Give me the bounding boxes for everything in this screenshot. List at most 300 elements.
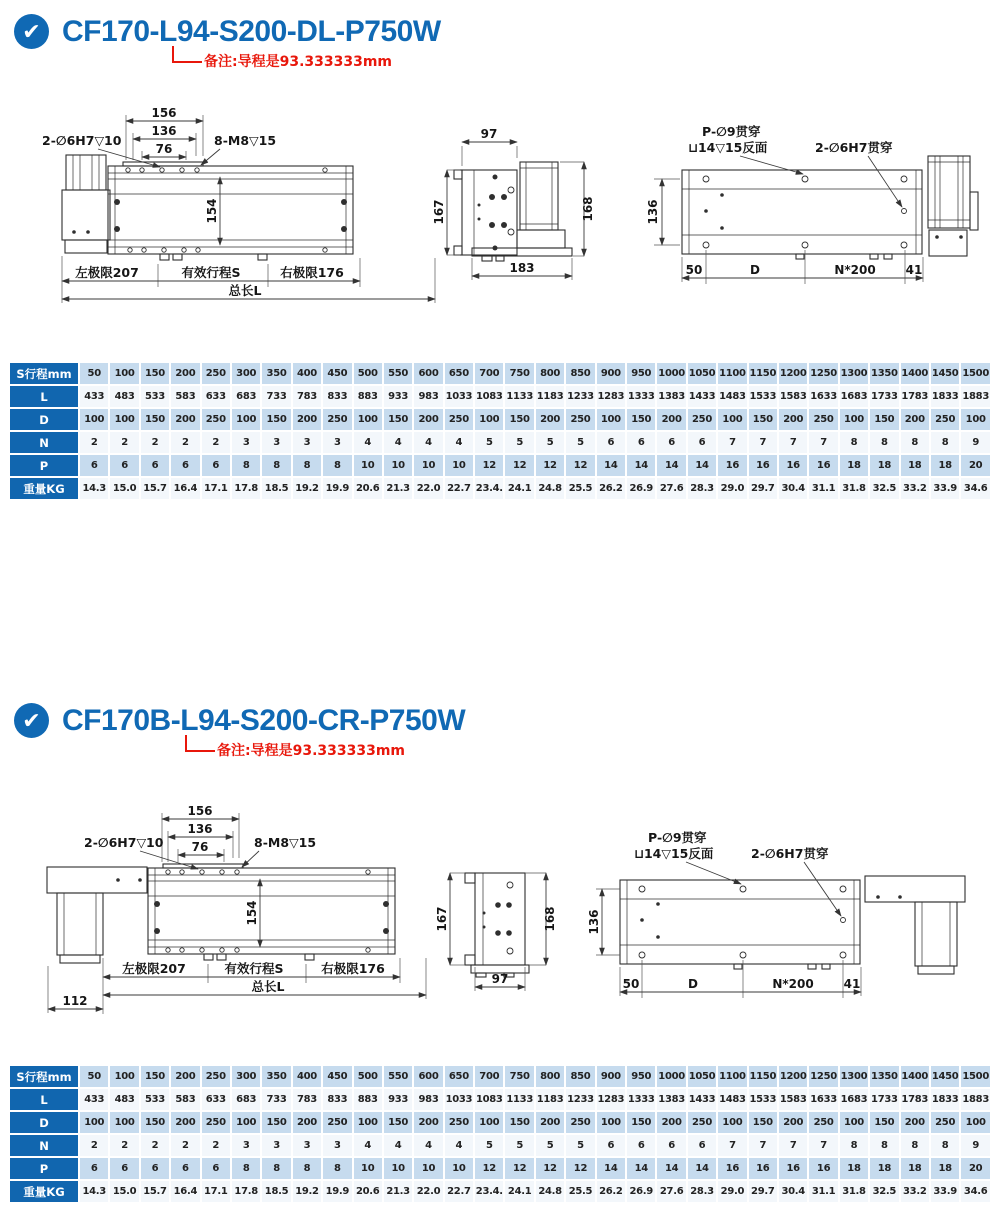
table-cell: 18: [840, 455, 868, 476]
table-cell: 250: [688, 409, 716, 430]
table-cell: 20: [961, 1158, 990, 1179]
table-cell: 450: [323, 1066, 351, 1087]
table-cell: 21.3: [384, 1181, 412, 1202]
table-cell: 33.2: [901, 1181, 929, 1202]
table-cell: 7: [779, 432, 807, 453]
dim-97: 97: [491, 972, 509, 986]
table-row: [10, 1181, 990, 1202]
table-cell: 6: [171, 1158, 199, 1179]
table-cell: 31.8: [840, 1181, 868, 1202]
table-cell: 150: [384, 409, 412, 430]
table-cell: 3: [293, 1135, 321, 1156]
dim-167: 167: [432, 199, 446, 225]
table-cell: 8: [262, 455, 290, 476]
dim-n200: N*200: [834, 263, 876, 277]
table-cell: 1083: [475, 1089, 503, 1110]
table-cell: 4: [354, 432, 382, 453]
table-cell: 6: [627, 1135, 655, 1156]
table-cell: 18: [870, 455, 898, 476]
table-cell: 24.1: [505, 478, 533, 499]
table-cell: 14.3: [80, 478, 108, 499]
table-cell: 6: [202, 1158, 230, 1179]
table-cell: 1350: [870, 1066, 898, 1087]
table-cell: 750: [505, 363, 533, 384]
table-cell: 1250: [809, 1066, 837, 1087]
table-cell: 250: [809, 409, 837, 430]
table-cell: 200: [536, 1112, 564, 1133]
table-cell: 2: [171, 1135, 199, 1156]
table-cell: 6: [688, 1135, 716, 1156]
table-cell: 1183: [536, 1089, 564, 1110]
table-cell: 1400: [901, 363, 929, 384]
table-cell: 1450: [931, 363, 959, 384]
table-cell: 200: [414, 1112, 442, 1133]
table-cell: 1383: [657, 1089, 685, 1110]
motor-block: [928, 156, 978, 256]
table-cell: 28.3: [688, 478, 716, 499]
table-cell: 1050: [688, 363, 716, 384]
table-cell: 22.7: [445, 478, 473, 499]
table-cell: 2: [171, 432, 199, 453]
table-cell: 2: [110, 1135, 138, 1156]
table-cell: 950: [627, 1066, 655, 1087]
table-cell: 533: [141, 1089, 169, 1110]
dim-136: 136: [587, 909, 601, 935]
table-cell: 550: [384, 363, 412, 384]
table-cell: 32.5: [870, 1181, 898, 1202]
table-cell: 1233: [566, 1089, 594, 1110]
table-cell: 100: [110, 363, 138, 384]
table-cell: 100: [80, 1112, 108, 1133]
table-cell: 1683: [840, 386, 868, 407]
note-leader-line: [172, 46, 202, 63]
table-row: [10, 432, 990, 453]
table-cell: 14: [688, 1158, 716, 1179]
table-cell: 783: [293, 386, 321, 407]
table-cell: 33.9: [931, 1181, 959, 1202]
table-cell: 8: [323, 1158, 351, 1179]
table-cell: 8: [262, 1158, 290, 1179]
table-cell: 27.6: [657, 1181, 685, 1202]
table-cell: 5: [505, 432, 533, 453]
table-cell: 100: [718, 1112, 746, 1133]
motor-block: [47, 867, 147, 963]
table-cell: 1833: [931, 1089, 959, 1110]
table-cell: 1200: [779, 363, 807, 384]
table-cell: 150: [141, 1066, 169, 1087]
dim-136: 136: [646, 199, 660, 225]
row-header: P: [10, 1158, 78, 1179]
dim-D: D: [688, 977, 698, 991]
table-cell: 20: [961, 455, 990, 476]
table-cell: 7: [809, 1135, 837, 1156]
dim-total-length: 总长L: [228, 283, 262, 298]
table-cell: 583: [171, 1089, 199, 1110]
table-cell: 33.9: [931, 478, 959, 499]
dim-156: 156: [187, 804, 213, 818]
label-6h7-holes: 2-∅6H7贯穿: [751, 846, 829, 861]
dim-136: 136: [151, 124, 177, 138]
table-cell: 18: [931, 1158, 959, 1179]
table-cell: 200: [779, 1112, 807, 1133]
table-cell: 5: [536, 432, 564, 453]
table-cell: 5: [566, 432, 594, 453]
table-cell: 100: [232, 1112, 260, 1133]
table-cell: 300: [232, 1066, 260, 1087]
table-cell: 100: [232, 409, 260, 430]
label-counterbore: ⊔14▽15反面: [634, 846, 714, 861]
row-header: L: [10, 386, 78, 407]
table-cell: 14: [657, 455, 685, 476]
table-cell: 1433: [688, 1089, 716, 1110]
table-cell: 1883: [961, 1089, 990, 1110]
table-cell: 100: [597, 409, 625, 430]
table-cell: 150: [141, 1112, 169, 1133]
table-cell: 22.0: [414, 1181, 442, 1202]
table-row: [10, 478, 990, 499]
table-cell: 4: [414, 1135, 442, 1156]
table-cell: 5: [536, 1135, 564, 1156]
rail-body: [620, 880, 860, 969]
table-cell: 100: [110, 1066, 138, 1087]
table-cell: 4: [384, 432, 412, 453]
table-cell: 1500: [961, 1066, 990, 1087]
dim-n200: N*200: [772, 977, 814, 991]
table-cell: 4: [414, 432, 442, 453]
table-cell: 16.4: [171, 478, 199, 499]
dimensions: [587, 830, 861, 998]
table-cell: 1633: [809, 386, 837, 407]
table-cell: 6: [80, 1158, 108, 1179]
row-header: S行程mm: [10, 1066, 78, 1087]
table-cell: 150: [262, 1112, 290, 1133]
table-cell: 19.2: [293, 1181, 321, 1202]
table-cell: 1033: [445, 1089, 473, 1110]
table-cell: 26.2: [597, 478, 625, 499]
table-cell: 1283: [597, 1089, 625, 1110]
table-cell: 1383: [657, 386, 685, 407]
table-cell: 100: [354, 409, 382, 430]
table-cell: 733: [262, 1089, 290, 1110]
label-6h7-holes: 2-∅6H7贯穿: [815, 140, 893, 155]
table-cell: 17.8: [232, 478, 260, 499]
table-row: [10, 363, 990, 384]
table-cell: 1450: [931, 1066, 959, 1087]
table-cell: 1200: [779, 1066, 807, 1087]
table-cell: 5: [505, 1135, 533, 1156]
table-cell: 16: [779, 455, 807, 476]
table-cell: 100: [475, 1112, 503, 1133]
table-cell: 17.1: [202, 478, 230, 499]
table-cell: 16: [809, 455, 837, 476]
table-cell: 1733: [870, 1089, 898, 1110]
table-cell: 7: [749, 432, 777, 453]
table-cell: 19.9: [323, 1181, 351, 1202]
table-cell: 1333: [627, 1089, 655, 1110]
table-cell: 483: [110, 386, 138, 407]
table-cell: 1150: [749, 1066, 777, 1087]
table-cell: 22.0: [414, 478, 442, 499]
table-cell: 14: [657, 1158, 685, 1179]
motor-block: [865, 876, 965, 974]
table-cell: 16: [779, 1158, 807, 1179]
table-cell: 15.0: [110, 1181, 138, 1202]
table-cell: 3: [262, 432, 290, 453]
table-cell: 583: [171, 386, 199, 407]
table-cell: 100: [475, 409, 503, 430]
dim-D: D: [750, 263, 760, 277]
table-cell: 15.7: [141, 478, 169, 499]
section2-header: [14, 703, 465, 738]
table-cell: 100: [597, 1112, 625, 1133]
table-cell: 2: [202, 432, 230, 453]
table-cell: 150: [870, 1112, 898, 1133]
table-cell: 200: [414, 409, 442, 430]
table-cell: 6: [627, 432, 655, 453]
table-cell: 6: [80, 455, 108, 476]
table-cell: 150: [262, 409, 290, 430]
table-cell: 1133: [505, 1089, 533, 1110]
table-cell: 5: [475, 432, 503, 453]
table-cell: 8: [840, 432, 868, 453]
table-cell: 16: [718, 1158, 746, 1179]
dim-154: 154: [205, 198, 219, 224]
table-cell: 14: [597, 455, 625, 476]
table-cell: 16: [749, 1158, 777, 1179]
table-cell: 1050: [688, 1066, 716, 1087]
table-cell: 850: [566, 1066, 594, 1087]
table-cell: 400: [293, 1066, 321, 1087]
table-cell: 1533: [749, 1089, 777, 1110]
table-cell: 783: [293, 1089, 321, 1110]
table-cell: 25.5: [566, 1181, 594, 1202]
table-cell: 1150: [749, 363, 777, 384]
rail-body: [148, 864, 395, 960]
label-p9-holes: P-∅9贯穿: [648, 830, 707, 845]
table-cell: 500: [354, 1066, 382, 1087]
table-cell: 150: [141, 363, 169, 384]
table-cell: 1283: [597, 386, 625, 407]
table-cell: 100: [961, 409, 990, 430]
table-cell: 683: [232, 1089, 260, 1110]
table-cell: 12: [505, 455, 533, 476]
table-row: [10, 455, 990, 476]
check-circle-icon: ✔: [14, 703, 49, 738]
profile-body: [454, 170, 517, 255]
row-header: 重量KG: [10, 1181, 78, 1202]
table-cell: 1033: [445, 386, 473, 407]
table-cell: 8: [293, 1158, 321, 1179]
table-cell: 250: [931, 409, 959, 430]
table-cell: 150: [627, 1112, 655, 1133]
table-cell: 23.4.: [475, 478, 503, 499]
table-cell: 8: [293, 455, 321, 476]
table-cell: 18: [931, 455, 959, 476]
table-cell: 1183: [536, 386, 564, 407]
table-cell: 933: [384, 386, 412, 407]
table-cell: 10: [354, 455, 382, 476]
table-cell: 7: [718, 432, 746, 453]
table-cell: 8: [232, 1158, 260, 1179]
table-cell: 800: [536, 1066, 564, 1087]
table-cell: 31.8: [840, 478, 868, 499]
table-cell: 2: [141, 1135, 169, 1156]
table-cell: 4: [445, 432, 473, 453]
table-cell: 8: [870, 1135, 898, 1156]
table-cell: 300: [232, 363, 260, 384]
label-p9-holes: P-∅9贯穿: [702, 124, 761, 139]
table-cell: 600: [414, 363, 442, 384]
table-cell: 7: [718, 1135, 746, 1156]
table-cell: 12: [536, 1158, 564, 1179]
table-cell: 2: [80, 1135, 108, 1156]
table-cell: 6: [141, 1158, 169, 1179]
row-header: S行程mm: [10, 363, 78, 384]
table-cell: 26.2: [597, 1181, 625, 1202]
table-cell: 4: [384, 1135, 412, 1156]
section2-title: CF170B-L94-S200-CR-P750W: [62, 703, 466, 737]
table-cell: 7: [749, 1135, 777, 1156]
table-cell: 19.2: [293, 478, 321, 499]
table-cell: 100: [354, 1112, 382, 1133]
table-cell: 250: [566, 1112, 594, 1133]
table-cell: 250: [931, 1112, 959, 1133]
table-cell: 16: [809, 1158, 837, 1179]
table-cell: 150: [384, 1112, 412, 1133]
table-cell: 16: [718, 455, 746, 476]
table-cell: 1000: [657, 363, 685, 384]
table-cell: 12: [475, 1158, 503, 1179]
table-cell: 250: [445, 409, 473, 430]
dim-right-limit: 右极限176: [321, 961, 385, 976]
table-cell: 8: [901, 432, 929, 453]
table-cell: 900: [597, 363, 625, 384]
table-cell: 850: [566, 363, 594, 384]
table-cell: 6: [202, 455, 230, 476]
table-cell: 3: [323, 432, 351, 453]
table-cell: 6: [657, 1135, 685, 1156]
table-cell: 650: [445, 363, 473, 384]
table-cell: 8: [323, 455, 351, 476]
table-cell: 23.4.: [475, 1181, 503, 1202]
table-cell: 650: [445, 1066, 473, 1087]
table-cell: 10: [414, 1158, 442, 1179]
dim-left-limit: 左极限207: [75, 265, 139, 280]
table-cell: 1583: [779, 386, 807, 407]
table-cell: 34.6: [961, 1181, 990, 1202]
table-cell: 433: [80, 1089, 108, 1110]
table-cell: 10: [384, 1158, 412, 1179]
table-cell: 6: [657, 432, 685, 453]
table-cell: 100: [110, 1112, 138, 1133]
section1-note: 备注:导程是93.333333mm: [204, 54, 393, 70]
table-cell: 21.3: [384, 478, 412, 499]
top-view-drawing-1: [640, 100, 1000, 300]
table-cell: 6: [110, 455, 138, 476]
table-cell: 29.0: [718, 478, 746, 499]
table-cell: 1783: [901, 1089, 929, 1110]
table-cell: 28.3: [688, 1181, 716, 1202]
table-cell: 150: [505, 409, 533, 430]
table-cell: 550: [384, 1066, 412, 1087]
table-row: [10, 386, 990, 407]
rail-body: [108, 162, 353, 260]
motor-block: [472, 162, 572, 261]
table-cell: 8: [901, 1135, 929, 1156]
table-cell: 250: [566, 409, 594, 430]
table-cell: 250: [323, 1112, 351, 1133]
note-leader-line: [185, 735, 215, 752]
table-cell: 200: [779, 409, 807, 430]
table-cell: 150: [749, 1112, 777, 1133]
table-cell: 833: [323, 1089, 351, 1110]
table-cell: 250: [323, 409, 351, 430]
motor-block: [62, 155, 110, 253]
table-cell: 18: [901, 1158, 929, 1179]
table-cell: 733: [262, 386, 290, 407]
table-cell: 400: [293, 363, 321, 384]
section1-title: CF170-L94-S200-DL-P750W: [62, 14, 441, 48]
table-cell: 1333: [627, 386, 655, 407]
table-cell: 200: [171, 1066, 199, 1087]
table-cell: 5: [566, 1135, 594, 1156]
table-cell: 9: [961, 1135, 990, 1156]
table-cell: 1100: [718, 363, 746, 384]
table-cell: 8: [232, 455, 260, 476]
table-cell: 33.2: [901, 478, 929, 499]
row-header: N: [10, 1135, 78, 1156]
table-cell: 200: [171, 1112, 199, 1133]
table-cell: 100: [961, 1112, 990, 1133]
table-cell: 8: [931, 432, 959, 453]
dim-50: 50: [622, 977, 640, 991]
label-counterbore: ⊔14▽15反面: [688, 140, 768, 155]
dim-41: 41: [843, 977, 861, 991]
table-cell: 1433: [688, 386, 716, 407]
table-cell: 700: [475, 1066, 503, 1087]
table-cell: 34.6: [961, 478, 990, 499]
table-cell: 26.9: [627, 478, 655, 499]
table-cell: 483: [110, 1089, 138, 1110]
table-cell: 1250: [809, 363, 837, 384]
table-cell: 1233: [566, 386, 594, 407]
table-cell: 1783: [901, 386, 929, 407]
table-cell: 3: [262, 1135, 290, 1156]
dim-effective-stroke: 有效行程S: [181, 265, 241, 280]
table-cell: 12: [566, 455, 594, 476]
table-cell: 10: [414, 455, 442, 476]
table-cell: 200: [171, 363, 199, 384]
top-view-drawing-2: [588, 808, 1000, 1010]
table-cell: 14: [627, 1158, 655, 1179]
section2-note: 备注:导程是93.333333mm: [217, 743, 406, 759]
table-cell: 9: [961, 432, 990, 453]
table-cell: 12: [475, 455, 503, 476]
table-cell: 24.1: [505, 1181, 533, 1202]
table-cell: 14: [627, 455, 655, 476]
table-cell: 250: [202, 1066, 230, 1087]
table-cell: 3: [232, 1135, 260, 1156]
row-header: D: [10, 1112, 78, 1133]
table-cell: 633: [202, 386, 230, 407]
table-cell: 3: [323, 1135, 351, 1156]
label-screw-holes: 8-M8▽15: [254, 835, 317, 850]
table-cell: 1300: [840, 1066, 868, 1087]
table-cell: 10: [384, 455, 412, 476]
table-cell: 150: [505, 1112, 533, 1133]
table-cell: 800: [536, 363, 564, 384]
table-cell: 150: [749, 409, 777, 430]
